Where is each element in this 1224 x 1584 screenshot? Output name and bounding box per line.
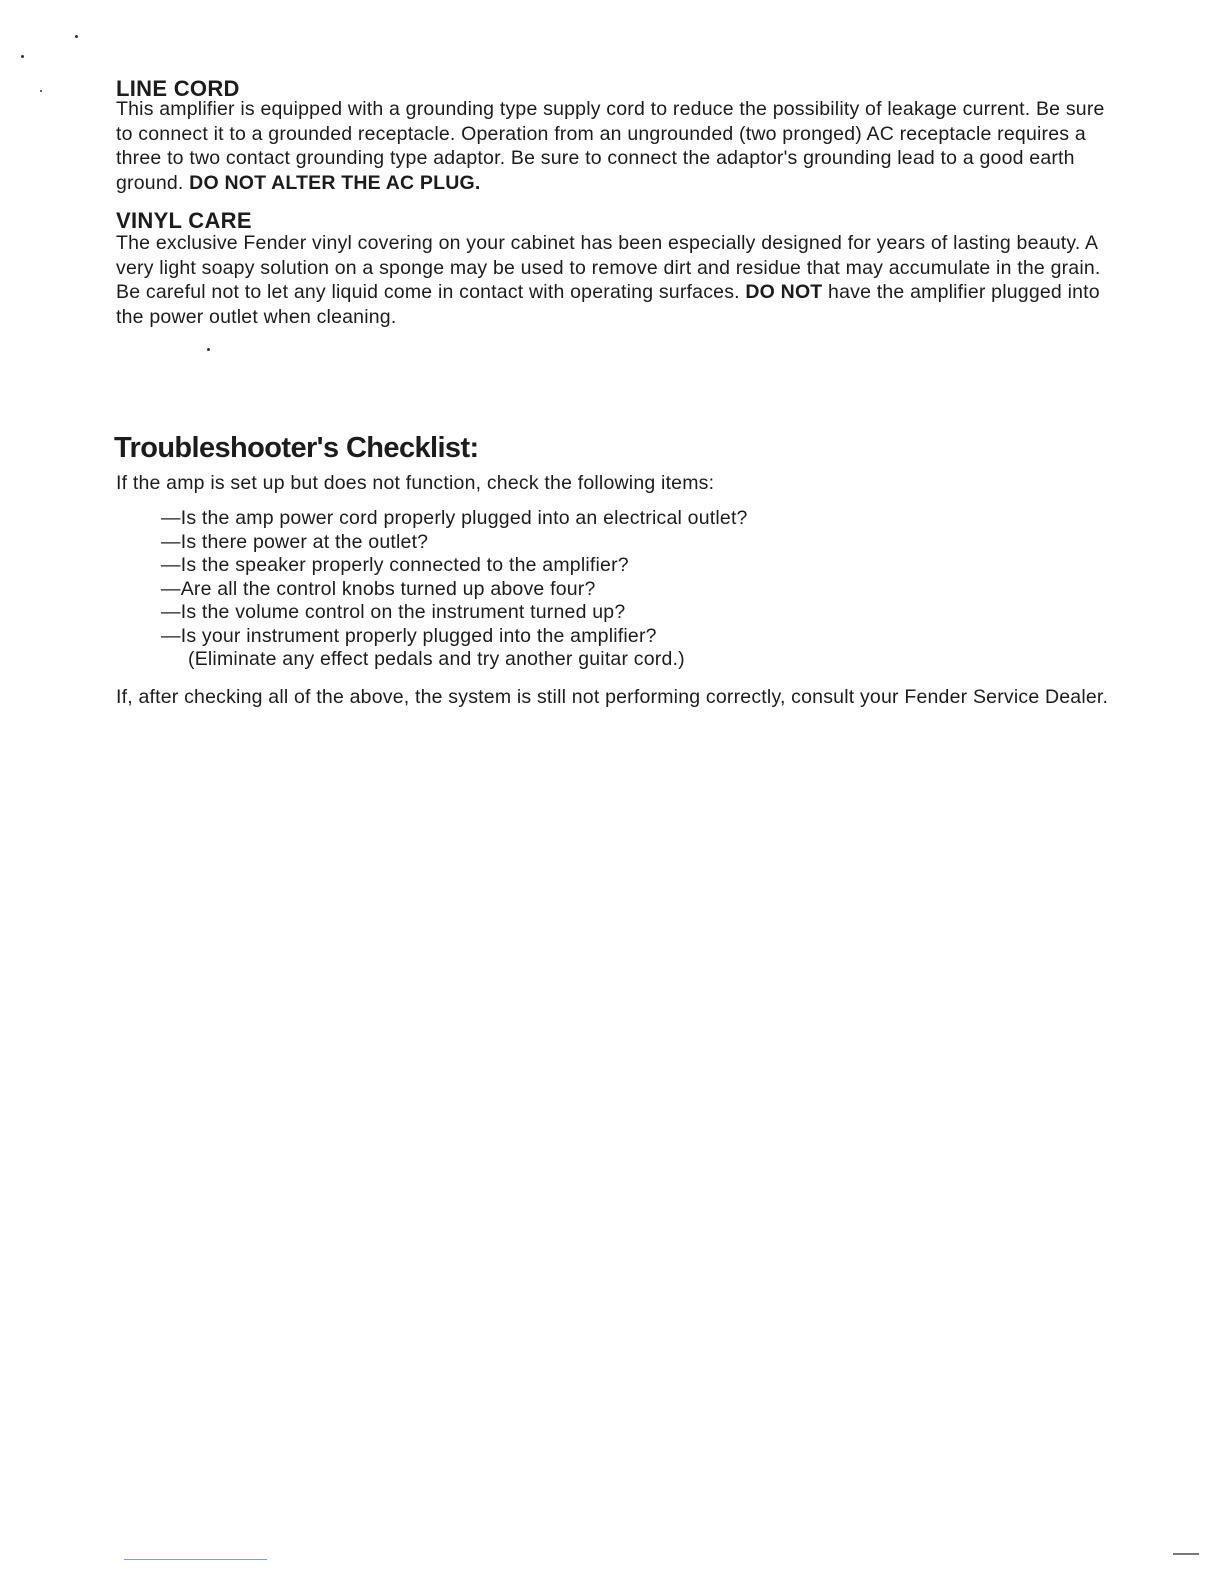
corner-mark xyxy=(1173,1553,1199,1555)
line-cord-warning: DO NOT ALTER THE AC PLUG. xyxy=(189,171,481,194)
checklist-item: —Is the speaker properly connected to the amplifier? xyxy=(161,554,629,576)
vinyl-care-body: The exclusive Fender vinyl covering on your cabinet has been especially designed for years of lasting beauty. A very light soapy solution on a sponge may be used to remove dirt and residue that may accumulate in the grain. Be careful not to let any liquid come in contact with operating surfaces. xyxy=(116,232,1101,303)
scan-speck xyxy=(75,35,78,38)
checklist-note: (Eliminate any effect pedals and try another guitar cord.) xyxy=(188,648,685,670)
troubleshooter-intro: If the amp is set up but does not function, check the following items: xyxy=(116,472,715,494)
checklist-item: —Is your instrument properly plugged into the amplifier? xyxy=(161,624,657,647)
vinyl-care-paragraph xyxy=(116,231,1116,329)
checklist-item: —Is the volume control on the instrument turned up? xyxy=(161,601,626,623)
vinyl-care-heading: VINYL CARE xyxy=(116,208,252,233)
line-cord-heading: LINE CORD xyxy=(116,76,240,101)
scan-speck xyxy=(40,90,42,92)
scan-speck xyxy=(21,55,24,58)
vinyl-care-body-after: have the amplifier plugged into the power outlet when cleaning. xyxy=(116,281,1100,328)
scan-speck xyxy=(207,348,210,351)
checklist-item: —Are all the control knobs turned up above four? xyxy=(161,577,596,600)
checklist-item: —Is the amp power cord properly plugged into an electrical outlet? xyxy=(161,507,748,529)
troubleshooter-heading: Troubleshooter's Checklist: xyxy=(114,432,479,464)
footer-rule xyxy=(124,1559,267,1560)
line-cord-paragraph xyxy=(116,97,1116,195)
troubleshooter-checklist xyxy=(161,507,748,672)
vinyl-care-warning: DO NOT xyxy=(745,281,823,303)
checklist-item: —Is there power at the outlet? xyxy=(161,530,429,553)
line-cord-body: This amplifier is equipped with a grounding type supply cord to reduce the possibility of leakage current. Be sure to connect it to a grounded receptacle. Operation from an ungrounded (two pronged) AC receptacle requires a three to two contact grounding type adaptor. Be sure to connect the adaptor's grounding lead to a good earth ground. xyxy=(116,98,1105,194)
troubleshooter-closing: If, after checking all of the above, the system is still not performing correctly, consult your Fender Service Dealer. xyxy=(116,686,1109,708)
